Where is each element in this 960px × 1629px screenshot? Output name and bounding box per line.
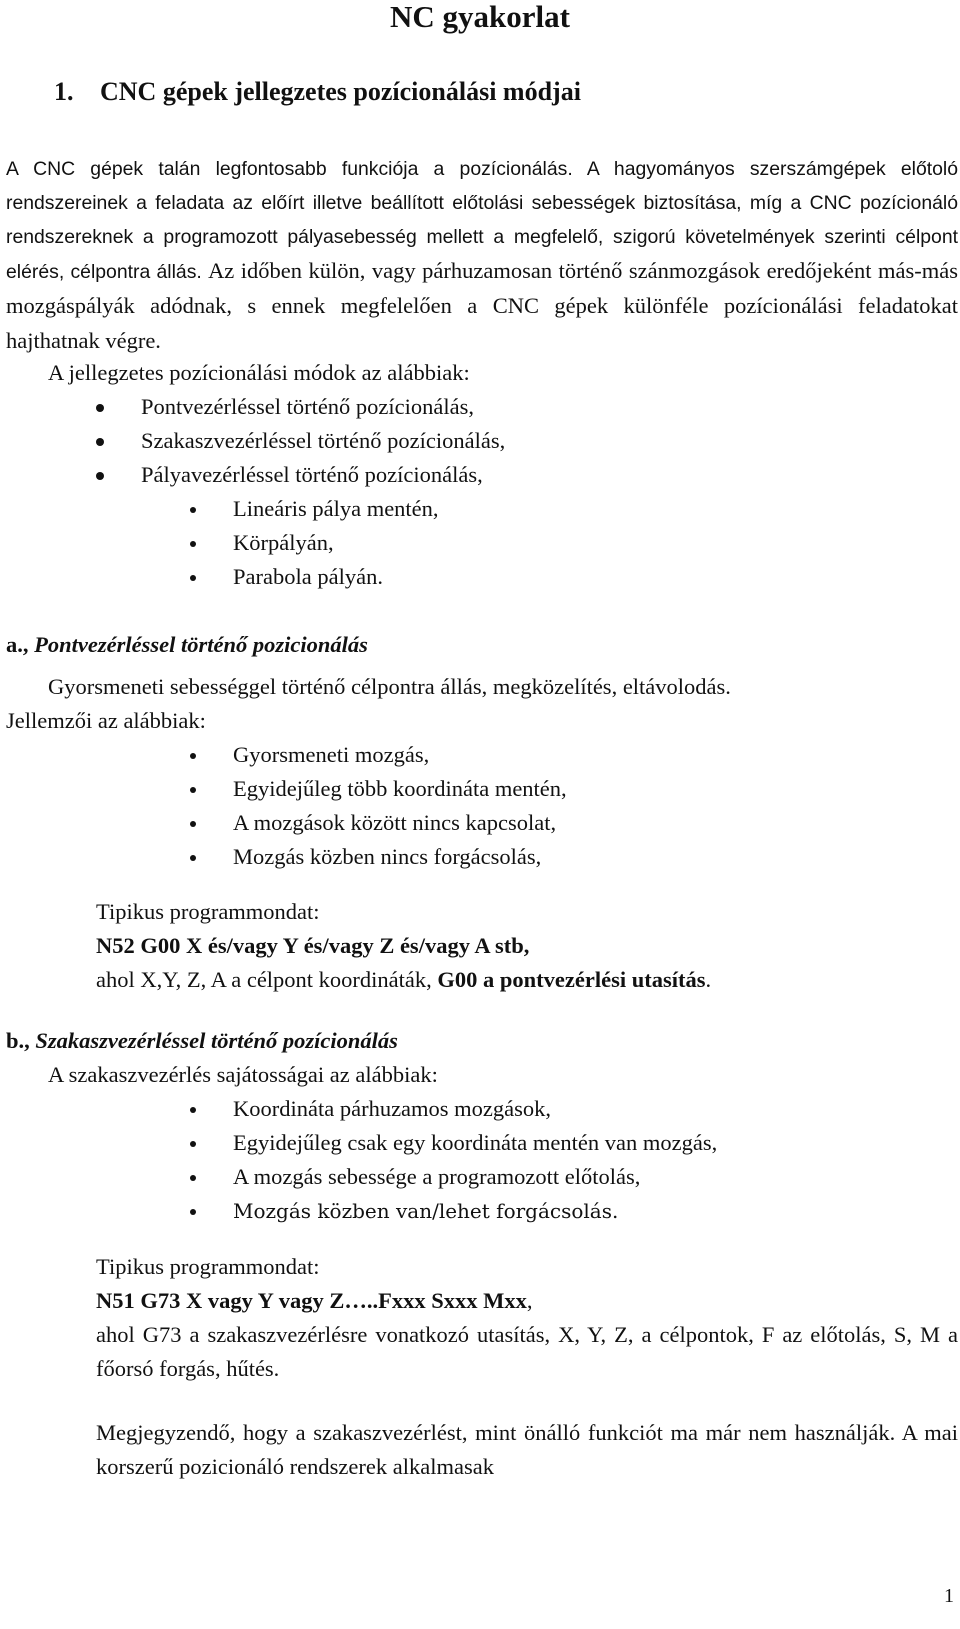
list-item: Parabola pályán. [0,560,960,594]
list-item: Lineáris pálya mentén, [0,492,960,526]
section-a-program: N52 G00 X és/vagy Y és/vagy Z és/vagy A stb, [96,933,530,958]
bullet-icon [190,855,196,861]
intro-paragraph [6,152,958,359]
section-b-explanation: ahol G73 a szakaszvezérlésre vonatkozó utasítás, X, Y, Z, a célpontok, F az előtolás, S, M a főorsó forgás, hűtés. [96,1322,958,1381]
list-item: Gyorsmeneti mozgás, [0,738,960,772]
intro-serif-text: Az időben külön, vagy párhuzamosan történő szánmozgások eredőjeként más-más mozgáspályák adódnak, s ennek megfelelően a CNC gépek különféle pozícionálási feladatokat hajthatnak végre. [6,258,959,353]
section-a-features-list [0,738,960,874]
section-a-heading-text: Pontvezérléssel történő pozicionálás [34,632,368,657]
bullet-icon [190,1209,196,1215]
section-a-explanation-bold: G00 a pontvezérlési utasítás [437,967,706,992]
bullet-icon [190,821,196,827]
list-item: Pontvezérléssel történő pozícionálás, [0,390,960,424]
list-item: Koordináta párhuzamos mozgások, [0,1092,960,1126]
section-b-features-list [0,1092,960,1228]
section-b-typical-label: Tipikus programmondat: [96,1254,320,1279]
section-a-description: Gyorsmeneti sebességgel történő célpontra állás, megközelítés, eltávolodás. [48,674,731,699]
bullet-icon [96,438,104,446]
section-a-typical-label: Tipikus programmondat: [96,899,320,924]
bullet-icon [190,753,196,759]
section-b-note: Megjegyzendő, hogy a szakaszvezérlést, mint önálló funkciót ma már nem használják. A mai korszerű pozicionáló rendszerek alkalmasak [96,1420,958,1479]
bullet-icon [96,472,104,480]
list-item: Szakaszvezérléssel történő pozícionálás, [0,424,960,458]
list-item: Mozgás közben nincs forgácsolás, [0,840,960,874]
section-1-heading [54,74,581,110]
modes-list [0,390,960,492]
bullet-icon [190,1107,196,1113]
section-a-features-intro: Jellemzői az alábbiak: [6,708,206,733]
document-title: NC gyakorlat [390,0,570,34]
modes-intro: A jellegzetes pozícionálási módok az alábbiak: [48,360,470,385]
bullet-icon [190,575,196,581]
intro-sans-text: A CNC gépek talán legfontosabb funkciója a pozícionálás. A hagyományos szerszámgépek előtoló rendszereinek a feladata az előírt illetve beállított előtolási sebességek biztosítása, míg a CNC pozícionáló rendszereknek a programozott pályasebesség mellett a megfelelő, szigorú követelmények szerinti célpont elérés, célpontra állás. [6,158,958,283]
section-1-number: 1. [54,77,74,106]
list-item: Egyidejűleg több koordináta mentén, [0,772,960,806]
list-item: Mozgás közben van/lehet forgácsolás. [0,1194,960,1228]
bullet-icon [190,787,196,793]
list-item: Egyidejűleg csak egy koordináta mentén van mozgás, [0,1126,960,1160]
page-number: 1 [944,1585,954,1607]
section-b-program: N51 G73 X vagy Y vagy Z…..Fxxx Sxxx Mxx, [96,1288,533,1313]
section-a-explanation: ahol X,Y, Z, A a célpont koordináták, G00 a pontvezérlési utasítás. [96,967,712,992]
section-1-heading-text: CNC gépek jellegzetes pozícionálási módjai [100,77,581,106]
list-item: Pályavezérléssel történő pozícionálás, [0,458,960,492]
bullet-icon [96,404,104,412]
section-b-description: A szakaszvezérlés sajátosságai az alábbiak: [48,1062,438,1087]
bullet-icon [190,507,196,513]
list-item: A mozgások között nincs kapcsolat, [0,806,960,840]
list-item: Körpályán, [0,526,960,560]
bullet-icon [190,1175,196,1181]
list-item: A mozgás sebessége a programozott előtolás, [0,1160,960,1194]
path-modes-list [0,492,960,594]
bullet-icon [190,541,196,547]
section-a-heading: a., Pontvezérléssel történő pozicionálás [6,632,368,657]
section-b-heading: b., Szakaszvezérléssel történő pozícionálás [6,1028,398,1053]
section-b-heading-text: Szakaszvezérléssel történő pozícionálás [35,1028,398,1053]
bullet-icon [190,1141,196,1147]
